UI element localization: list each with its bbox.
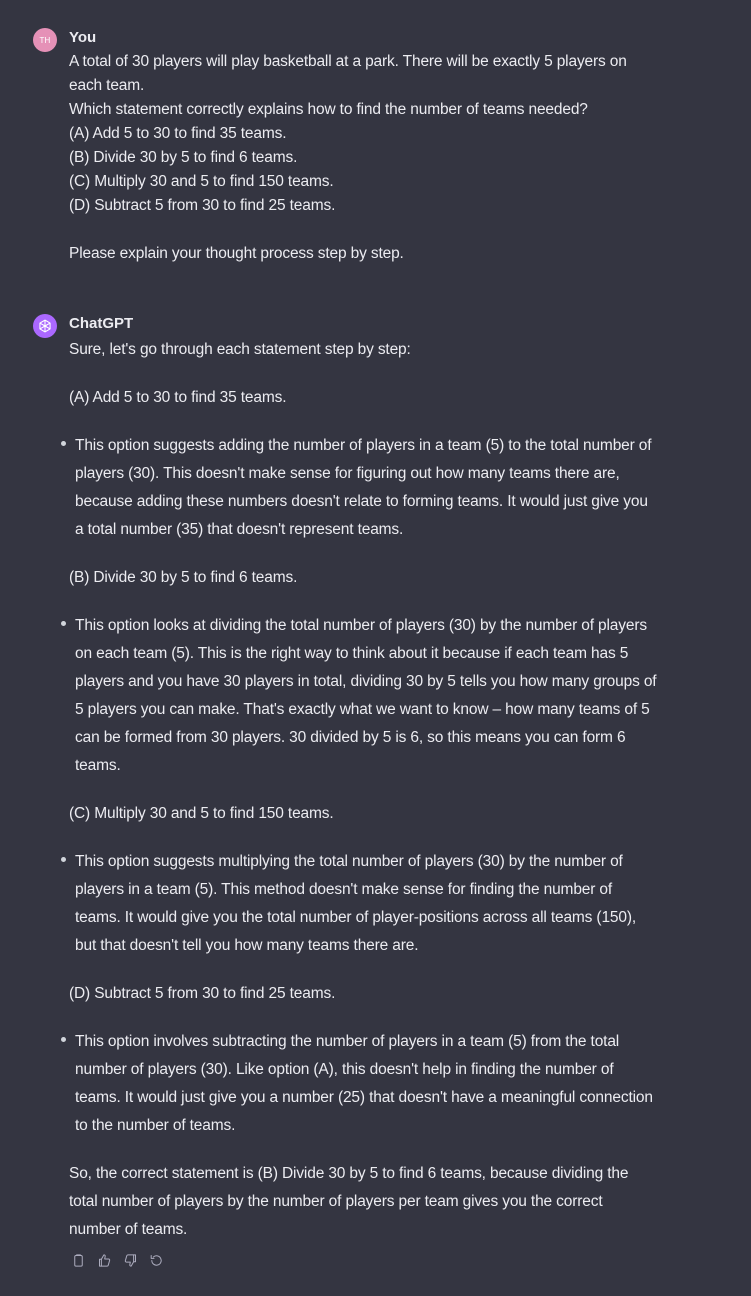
bullet-dot [61,1037,66,1042]
user-avatar-initials: TH [39,35,51,45]
bullet-dot [61,441,66,446]
conclusion-line: number of teams. [69,1221,188,1238]
user-message-line: each team. [69,77,145,94]
thumbs-up-button[interactable] [95,1251,113,1269]
assistant-author-name: ChatGPT [69,315,134,332]
user-message-line: Which statement correctly explains how to find the number of teams needed? [69,101,588,118]
thumbs-down-button[interactable] [121,1251,139,1269]
option-heading: (B) Divide 30 by 5 to find 6 teams. [69,569,298,586]
regenerate-icon [149,1253,164,1268]
copy-icon [71,1253,86,1268]
user-message-line: (A) Add 5 to 30 to find 35 teams. [69,125,287,142]
bullet-line: 5 players you can make. That's exactly what we want to know – how many teams of 5 [75,701,650,718]
user-message-line: A total of 30 players will play basketball at a park. There will be exactly 5 players on [69,53,627,70]
bullet-line: a total number (35) that doesn't represent teams. [75,521,404,538]
assistant-intro: Sure, let's go through each statement step by step: [69,341,411,358]
option-heading: (C) Multiply 30 and 5 to find 150 teams. [69,805,334,822]
bullet-line: on each team (5). This is the right way to think about it because if each team has 5 [75,645,629,662]
conclusion-line: So, the correct statement is (B) Divide 30 by 5 to find 6 teams, because dividing the [69,1165,629,1182]
user-avatar [33,28,57,52]
bullet-line: This option looks at dividing the total number of players (30) by the number of players [75,617,647,634]
bullet-dot [61,857,66,862]
bullet-line: players in a team (5). This method doesn't make sense for finding the number of [75,881,613,898]
user-message-line: (B) Divide 30 by 5 to find 6 teams. [69,149,298,166]
bullet-line: This option involves subtracting the number of players in a team (5) from the total [75,1033,620,1050]
bullet-line: because adding these numbers doesn't relate to forming teams. It would just give you [75,493,648,510]
bullet-line: players and you have 30 players in total, dividing 30 by 5 tells you how many groups of [75,673,657,690]
bullet-line: This option suggests adding the number of players in a team (5) to the total number of [75,437,652,454]
bullet-line: but that doesn't tell you how many teams there are. [75,937,419,954]
user-message-line: (C) Multiply 30 and 5 to find 150 teams. [69,173,334,190]
bullet-line: This option suggests multiplying the total number of players (30) by the number of [75,853,623,870]
option-heading: (A) Add 5 to 30 to find 35 teams. [69,389,287,406]
bullet-line: players (30). This doesn't make sense for figuring out how many teams there are, [75,465,620,482]
thumbs-up-icon [97,1253,112,1268]
bullet-line: to the number of teams. [75,1117,236,1134]
bullet-line: teams. It would give you the total number of player-positions across all teams (150), [75,909,637,926]
openai-logo-icon [37,318,53,334]
bullet-line: teams. [75,757,121,774]
user-author-name: You [69,29,97,46]
bullet-line: number of players (30). Like option (A), this doesn't help in finding the number of [75,1061,614,1078]
user-message-line: (D) Subtract 5 from 30 to find 25 teams. [69,197,336,214]
assistant-avatar [33,314,57,338]
bullet-line: teams. It would just give you a number (25) that doesn't have a meaningful connection [75,1089,653,1106]
copy-button[interactable] [69,1251,87,1269]
conclusion-line: total number of players by the number of players per team gives you the correct [69,1193,603,1210]
thumbs-down-icon [123,1253,138,1268]
bullet-dot [61,621,66,626]
regenerate-button[interactable] [147,1251,165,1269]
message-actions [69,1251,165,1271]
user-message-line: Please explain your thought process step by step. [69,245,404,262]
option-heading: (D) Subtract 5 from 30 to find 25 teams. [69,985,336,1002]
bullet-line: can be formed from 30 players. 30 divided by 5 is 6, so this means you can form 6 [75,729,626,746]
